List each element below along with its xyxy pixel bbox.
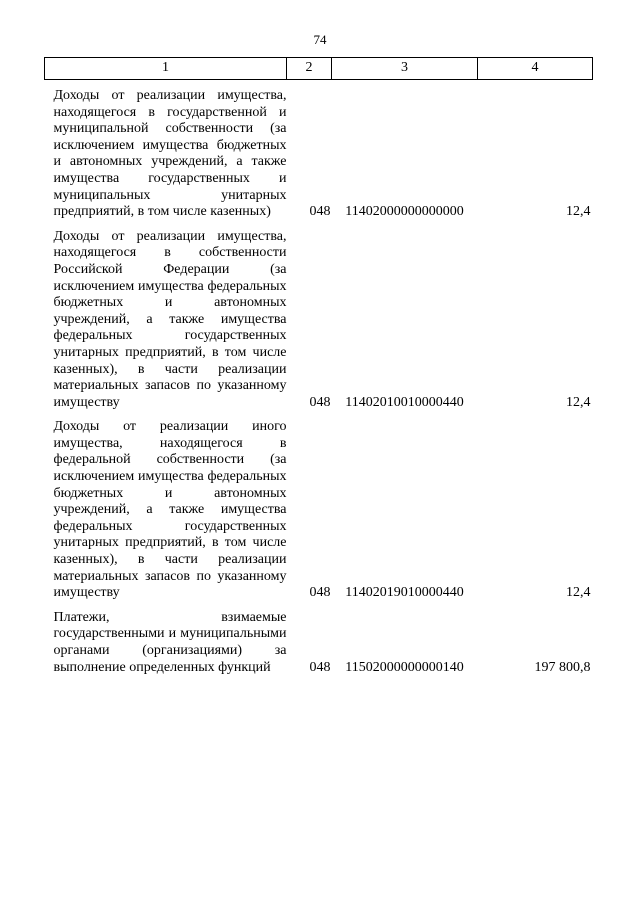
- revenue-name-text: Доходы от реализации имущества, находящегося в собственности Российской Федерации (за исключением имущества федеральных бюджетных и автономных учреждений, а также имущества федеральных государственных унитарных предприятий, в том числе казенных), в части реализации материальных запасов по указанному имуществу: [53, 228, 287, 410]
- table-header: [45, 58, 593, 80]
- budget-classification-code: 11402019010000440: [345, 585, 464, 601]
- revenue-name-text: Доходы от реализации имущества, находящегося в государственной и муниципальной собственности (за исключением имущества бюджетных и автономных учреждений, а также имущества государственных и муниципальных унитарных предприятий, в том числе казенных): [53, 88, 287, 220]
- table-body: [45, 80, 593, 677]
- header-col-2: 2: [287, 58, 332, 80]
- revenue-table: [44, 57, 593, 676]
- header-row: [45, 58, 593, 80]
- header-col-3: 3: [332, 58, 478, 80]
- table-spacer: [45, 80, 593, 89]
- header-col-1: 1: [45, 58, 287, 80]
- amount: 12,4: [566, 585, 591, 601]
- budget-classification-code: 11402000000000000: [345, 204, 464, 220]
- revenue-name-text: Доходы от реализации иного имущества, находящегося в федеральной собственности (за исключением имущества федеральных бюджетных и автономных учреждений, а также имущества федеральных государственных унитарных предприятий, в том числе казенных), в части реализации материальных запасов по указанному имуществу: [53, 419, 287, 601]
- budget-classification-code: 11402010010000440: [345, 394, 464, 410]
- admin-code: 048: [309, 585, 331, 601]
- amount: 197 800,8: [534, 659, 591, 675]
- table-row: [45, 610, 593, 676]
- amount: 12,4: [566, 204, 591, 220]
- admin-code: 048: [309, 659, 331, 675]
- table-row: [45, 88, 593, 221]
- admin-code: 048: [309, 204, 331, 220]
- table-row: [45, 229, 593, 412]
- table-spacer: [45, 221, 593, 229]
- revenue-name: [45, 419, 287, 602]
- revenue-name-text: Платежи, взимаемые государственными и муниципальными органами (организациями) за выполнение определенных функций: [53, 609, 287, 675]
- table-spacer: [45, 602, 593, 610]
- table-spacer: [45, 411, 593, 419]
- header-col-4: 4: [478, 58, 593, 80]
- amount: 12,4: [566, 394, 591, 410]
- budget-classification-code: 11502000000000140: [345, 659, 464, 675]
- revenue-name: [45, 610, 287, 676]
- revenue-name: [45, 88, 287, 221]
- page-number: 74: [313, 32, 327, 47]
- admin-code: 048: [309, 394, 331, 410]
- revenue-name: [45, 229, 287, 412]
- table-row: [45, 419, 593, 602]
